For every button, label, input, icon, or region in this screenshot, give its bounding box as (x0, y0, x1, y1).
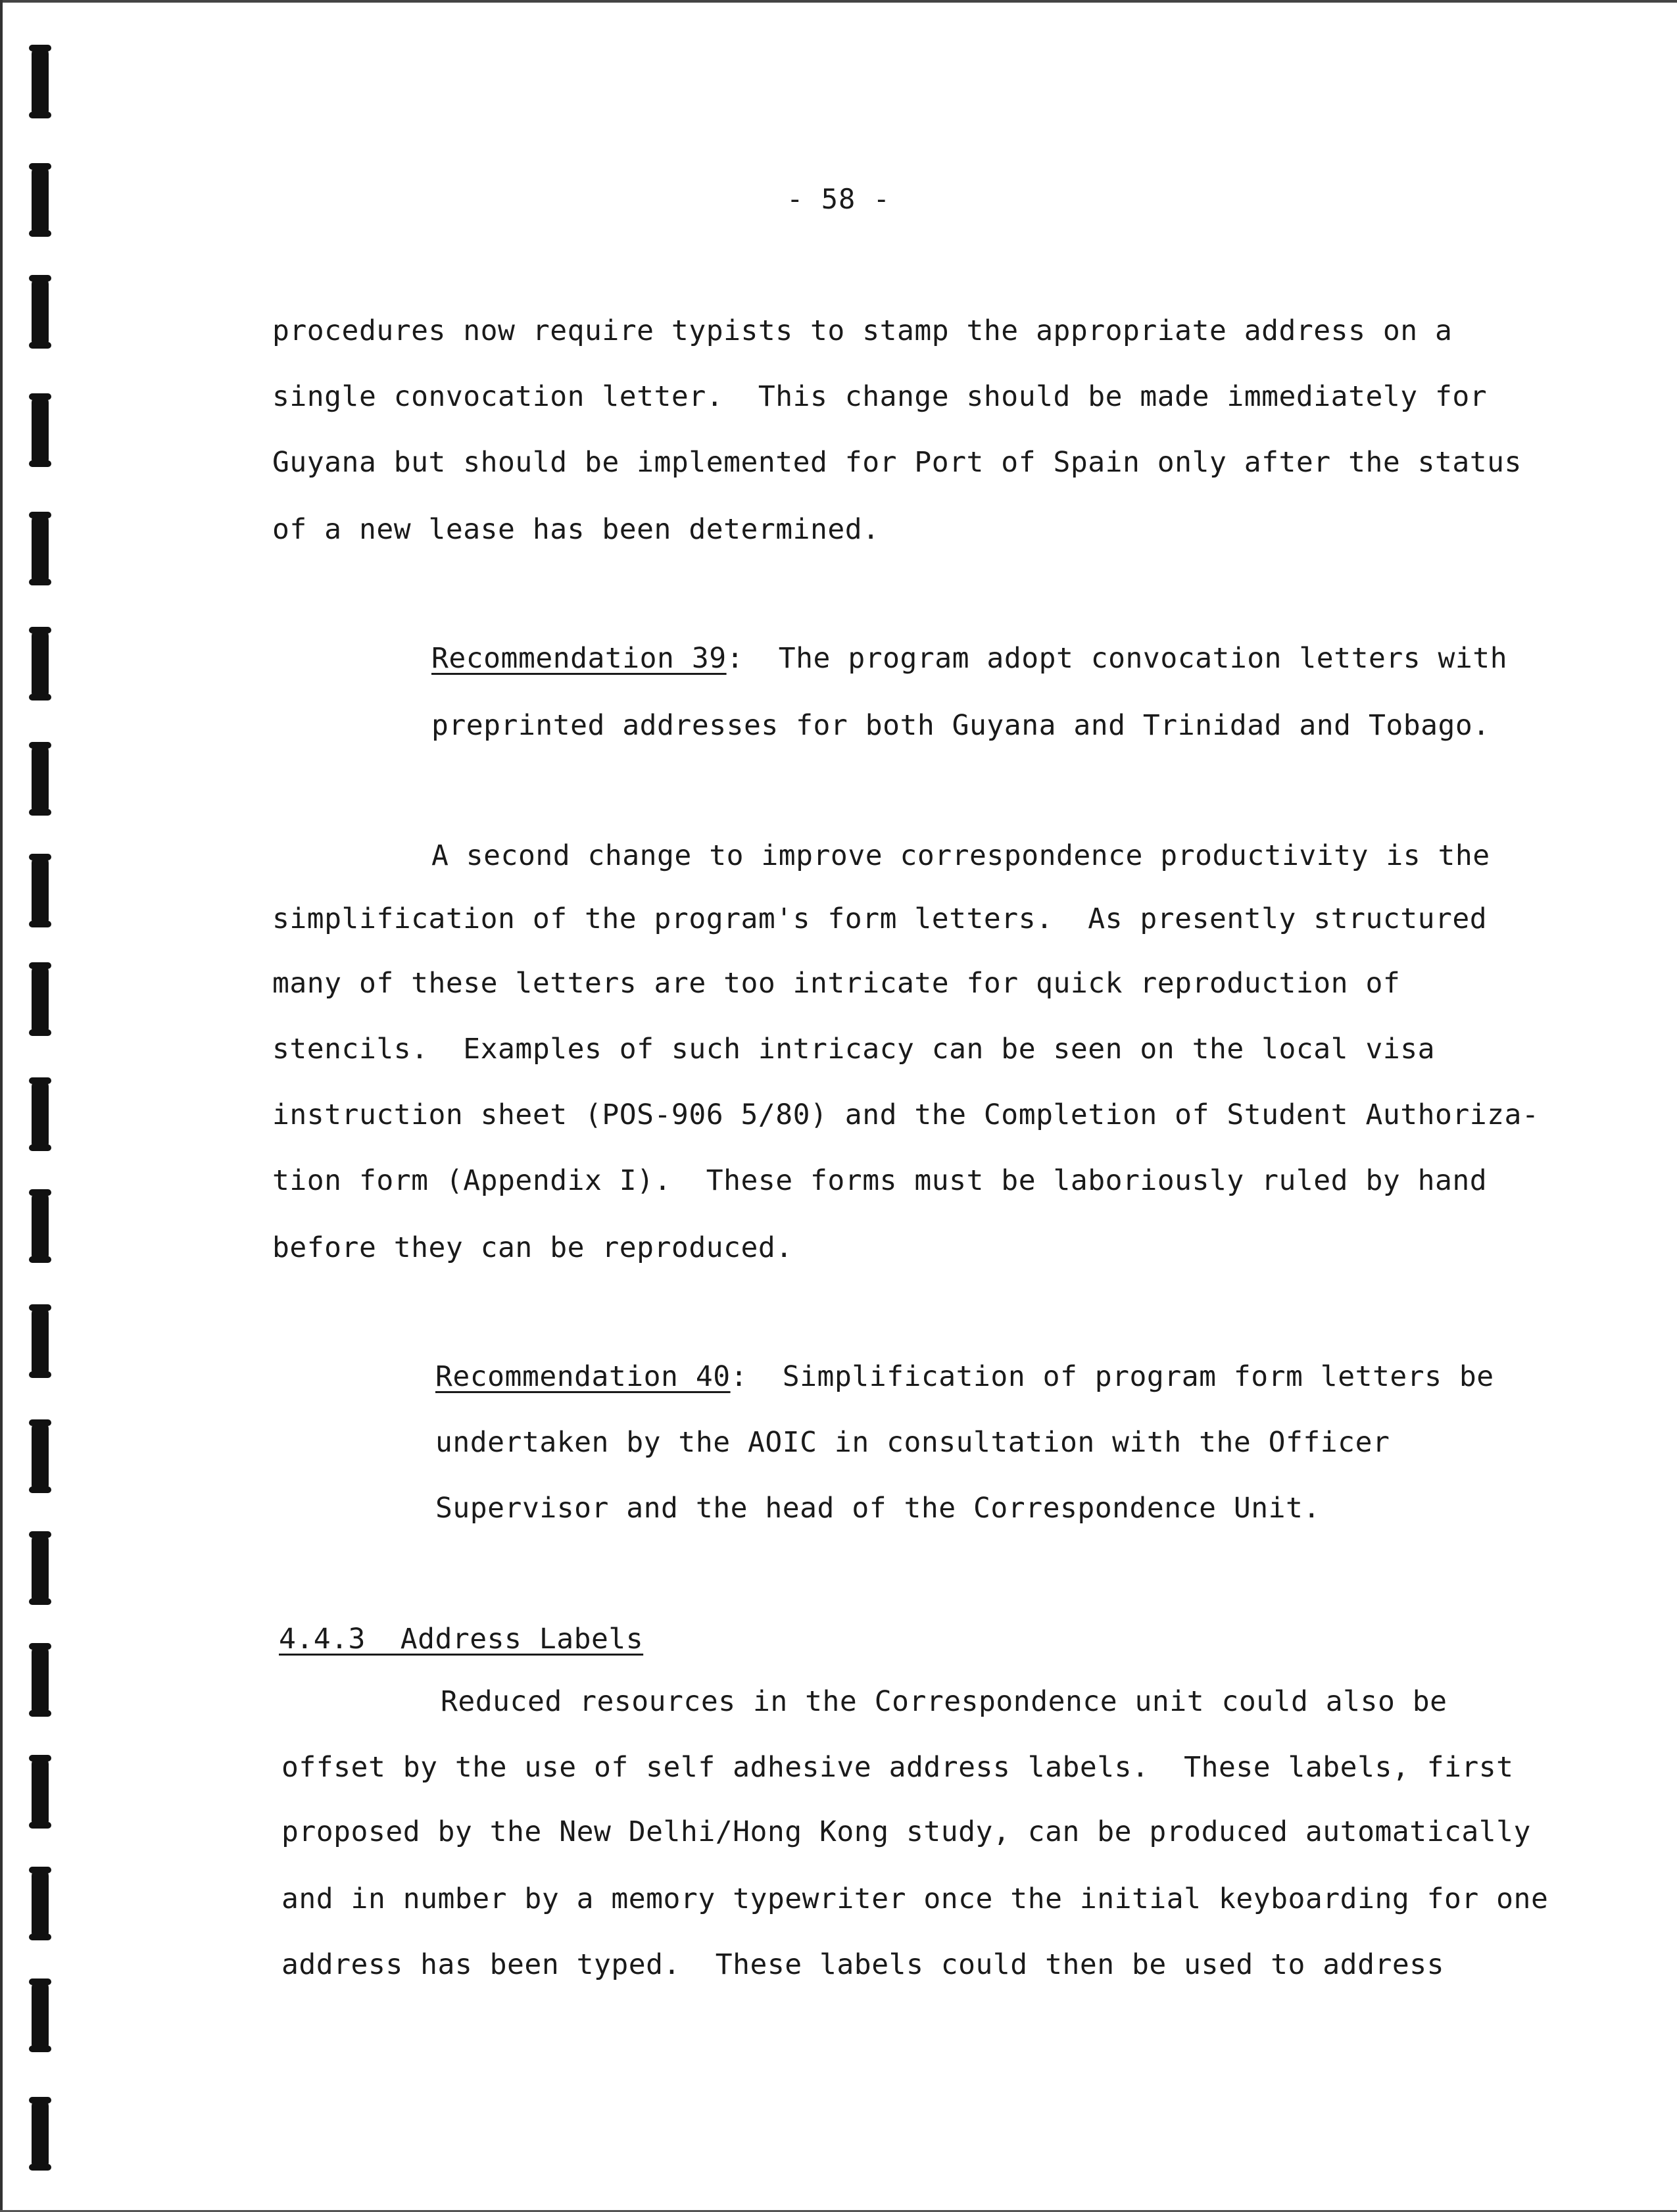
binding-hole (32, 1533, 49, 1604)
binding-hole (32, 855, 49, 926)
text-line: offset by the use of self adhesive address labels. These labels, first (281, 1751, 1514, 1784)
text-line: stencils. Examples of such intricacy can be seen on the local visa (272, 1033, 1436, 1066)
text-line: instruction sheet (POS-906 5/80) and the Completion of Student Authoriza- (272, 1098, 1540, 1131)
binding-hole (32, 2098, 49, 2169)
binding-hole (32, 743, 49, 814)
binding-hole (32, 1644, 49, 1715)
binding-hole (32, 1980, 49, 2051)
binding-hole (32, 1868, 49, 1939)
binding-hole (32, 513, 49, 584)
binding-hole (32, 1306, 49, 1377)
binding-hole (32, 1191, 49, 1262)
text-line: address has been typed. These labels could then be used to address (281, 1948, 1445, 1981)
section-heading: 4.4.3 Address Labels (279, 1623, 644, 1656)
binding-hole (32, 395, 49, 466)
binding-hole (32, 276, 49, 347)
text-line: Supervisor and the head of the Correspondence Unit. (435, 1492, 1321, 1525)
binding-hole (32, 1421, 49, 1492)
text-line: and in number by a memory typewriter once the initial keyboarding for one (281, 1882, 1549, 1915)
text-line (435, 1360, 1494, 1393)
page-edge-top (0, 0, 1677, 3)
text-line: simplification of the program's form letters. As presently structured (272, 902, 1488, 935)
text-line: preprinted addresses for both Guyana and Trinidad and Tobago. (431, 709, 1490, 742)
recommendation-39-text: : The program adopt convocation letters with (726, 642, 1508, 675)
text-line: many of these letters are too intricate for quick reproduction of (272, 967, 1401, 1000)
text-line: tion form (Appendix I). These forms must be laboriously ruled by hand (272, 1164, 1488, 1197)
page-edge-left (0, 0, 3, 2212)
binding-hole (32, 628, 49, 699)
text-line (431, 642, 1507, 675)
binding-hole (32, 46, 49, 117)
text-line: single convocation letter. This change should be made immediately for (272, 380, 1488, 413)
binding-hole (32, 964, 49, 1035)
text-line: of a new lease has been determined. (272, 513, 880, 546)
page-number: - 58 - (787, 183, 890, 215)
text-line: Reduced resources in the Correspondence unit could also be (441, 1685, 1447, 1718)
text-line: procedures now require typists to stamp the appropriate address on a (272, 314, 1453, 347)
recommendation-39-label: Recommendation 39 (431, 642, 727, 675)
text-line: before they can be reproduced. (272, 1231, 793, 1264)
text-line: proposed by the New Delhi/Hong Kong study, can be produced automatically (281, 1815, 1531, 1848)
recommendation-40-text: : Simplification of program form letters be (730, 1360, 1494, 1393)
binding-hole (32, 1079, 49, 1150)
text-line: Guyana but should be implemented for Port of Spain only after the status (272, 446, 1522, 479)
recommendation-40-label: Recommendation 40 (435, 1360, 731, 1393)
binding-hole (32, 1756, 49, 1827)
text-line: A second change to improve correspondence productivity is the (431, 839, 1490, 872)
text-line: undertaken by the AOIC in consultation with the Officer (435, 1426, 1390, 1459)
